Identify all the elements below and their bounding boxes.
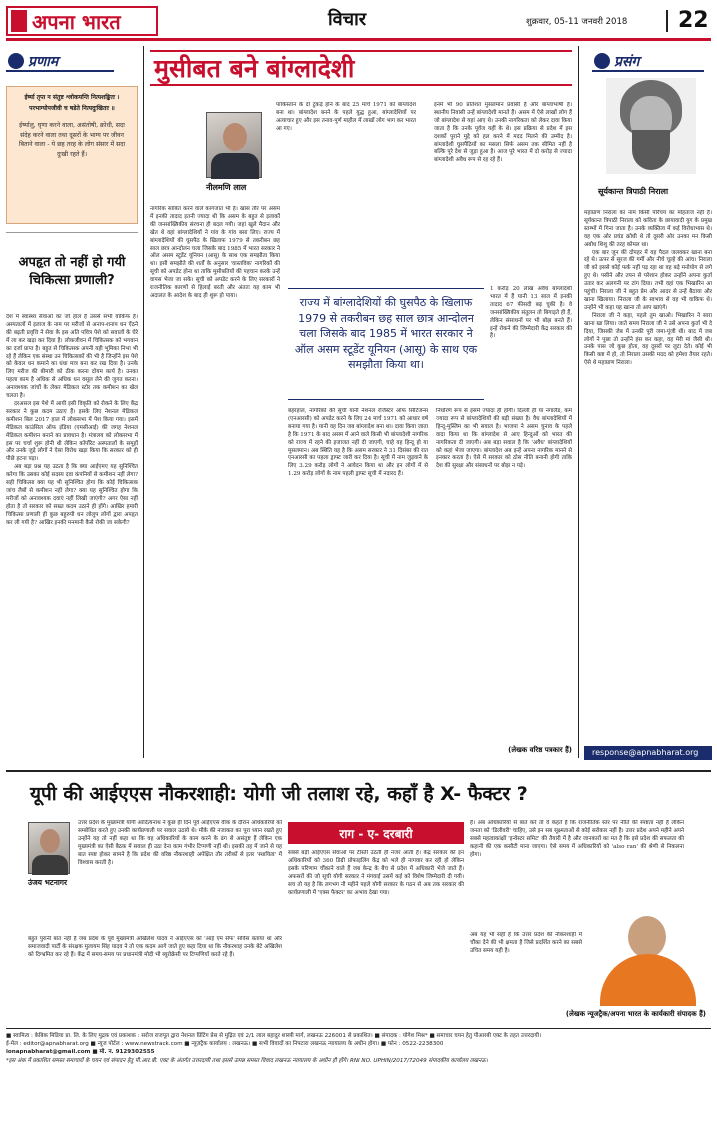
pranam-tag-label: प्रणाम (28, 54, 59, 70)
pull-quote-text: राज्य में बांग्लादेशियों की घुसपैठ के खिलाफ 1979 से तकरीबन छह साल छात्र आन्दोलन चला जिसके बाद 1985 में भारत सरकार ने ऑल असम स्टूडेंट यूनियन (आसू) के साथ एक समझौता किया था। (294, 296, 478, 371)
column-banner (288, 822, 464, 844)
author-photo-suit (211, 153, 259, 179)
quote-meaning: ईर्ष्यालु, घृणा करने वाला, असंतोषी, क्रोधी, सदा संदेह करने वाला तथा दूसरों के भाग्य पर जीवन बिताने वाला - ये छह तरह के लोग संसार में सदा दुःखी रहते हैं। (18, 122, 126, 158)
main-col-4 (288, 408, 428, 742)
lower-author-face (40, 829, 60, 853)
yogi-cutout (592, 916, 704, 1006)
pranam-headline: अपहृत तो नहीं हो गयी चिकित्सा प्रणाली? (18, 255, 126, 288)
lower-author-suit (32, 855, 68, 875)
lower-article (6, 778, 711, 1024)
pranam-section (6, 50, 138, 762)
response-email-bar[interactable] (584, 746, 712, 760)
author-photo-face (223, 123, 247, 151)
nirala-portrait (606, 78, 696, 174)
lower-headline: यूपी की आईएएस नौकरशाही: योगी जी तलाश रहे, कहाँ है X- फैक्टर ? (30, 783, 528, 805)
quote-sanskrit-1: ईर्ष्या तृप्त न संतुष्ट श्लोकयन्ति नित्यशङ्कितः । (24, 94, 120, 101)
lower-author-photo (28, 822, 70, 874)
nirala-portrait-beard (632, 130, 670, 170)
prasang-tag (592, 50, 704, 72)
prasang-body (584, 210, 712, 744)
author-name: नीलमणि लाल (206, 183, 247, 192)
column-divider-right (578, 46, 579, 758)
imprint-line-2: ई-मेल : editor@apnabharat.org ■ न्यूज पोर्टल : www.newstrack.com ■ न्यूज़ट्रैक कार्यालय : लखनऊ। ■ सभी विवादों का निपटारा लखनऊ न्यायालय के अधीन होगा। ■ फोन : 0522-2238300 (6, 1041, 444, 1048)
lower-col-1-text: उत्तर प्रदेश के मुख्यमंत्री योगी आदित्यनाथ ने कुछ ही दिन पूर्व आईएएस वीक के दौरान अधिकारियों को सम्बोधित करते हुए उनकी कार्यप्रणाली पर सवाल उठाये थे। मौके की नजाकत का पूरा ध्यान रखते हुए उन्होंने यह तो नहीं कहा था कि वह अधिकारियों के काम करने के ढंग से असंतुष्ट हैं लेकिन एक मुख्यमंत्री का ऐसी बैठक में सवाल ही उठा देना काम गंभीर टिप्पणी नहीं थी। इसकी तह में जाने से यह बात स्पष्ट होकर सामने है कि प्रदेश की वरिष्ठ नौकरशाही अपेक्षित तौर तरीकों से इतर 'स्थायित्व' में विश्वास करती है। (78, 820, 282, 866)
main-col-5-text: निर्धारण रूप से इसमें ज्यादा ही होगी। दिल्ली ही या नगालैंड, कम ज्यादा रूप से बांग्लादेशियों की बड़ी संख्या है। वैध बांग्लादेशियों में हिन्दू-मुस्लिम का भी सवाल है। भाजपा ने असम चुनाव के पहले वादा किया था कि बांग्लादेश से आए हिन्दुओं को भारत की नागरिकता दी जाएगी। अब बड़ा सवाल है कि 'अवैध' बांग्लादेशियों को कहां भेजा जाएगा। बांग्लादेश अब इन्हें अपना नागरिक मानने से इनकार करता है। ऐसे में सरकार को ठोस नीति बनानी होगी ताकि देश की सुरक्षा और संसाधनों पर बोझ न पड़े। (436, 408, 572, 470)
lower-col-2-text: बहुत पुरानी बात नहीं है जब प्रदेश के पूर्व मुख्यमंत्री अखिलेश यादव ने आईएएस को 'आई एम सेफ' सर्विस बताया था और समाजवादी पार्टी के संरक्षक मुलायम सिंह यादव ने तो एक कदम आगे जाते हुए कहा दिया था कि नौकरशाह उनके बेटे अखिलेश को दिग्भ्रमित कर रहे हैं। केंद्र में समय-समय पर प्रधानमंत्री मोदी भी ब्यूरोक्रेसी पर टिप्पणियाँ करते रहे हैं। (28, 936, 282, 958)
prasang-paragraph-3: निराला जी ने कहा, पहले तुम खाओ। भिखारिन ने सारा खाना खा लिया। जाते समय निराला जी ने उसे अपना कुर्ता भी दे दिया, जिसकी जेब में उनकी पूरी जमा-पूंजी थी। बाद में जब लोगों ने पूछा तो उन्होंने हंस कर कहा, वह मेरी मां जैसी थी। उनके पास जो कुछ होता, वह दूसरों पर लुटा देते। कोई भी किसी कष्ट में हो, तो निराला उसकी मदद को हमेशा तैयार रहते। ऐसे थे महाप्राण निराला। (584, 312, 712, 367)
quote-sanskrit-2: परभाग्योपजीवी च षडेते नित्यदुःखिताः ॥ (29, 105, 115, 112)
brand-box (6, 6, 158, 36)
prasang-section (584, 50, 712, 762)
issue-date: शुक्रवार, 05-11 जनवरी 2018 (526, 17, 628, 27)
masthead-divider (666, 10, 668, 32)
lower-divider (6, 770, 711, 772)
prasang-tag-icon (594, 53, 610, 69)
main-col-3-text: 1 करोड़ 20 लाख अवैध बांग्लादेशी भारत में हैं यानी 13 साल में इनकी तादाद 67 फीसदी बढ़ चुकी है। वे जनसांख्यिकीय संतुलन तो बिगाड़ते ही हैं, लेकिन संसाधनों पर भी बोझ बनते हैं। इन्हें रोकने की जिम्मेदारी केंद्र सरकार की है। (490, 286, 572, 340)
lower-author-name: उंजय भटनागर (28, 878, 68, 887)
pranam-body (6, 314, 138, 762)
lower-col-4 (470, 820, 684, 928)
lower-col-5 (470, 932, 582, 1004)
lower-col-2 (28, 936, 282, 1018)
masthead (6, 6, 711, 38)
prasang-tag-label: प्रसंग (614, 54, 640, 70)
main-col-3 (490, 286, 572, 396)
nirala-caption: सूर्यकान्त त्रिपाठी निराला (598, 187, 669, 196)
main-headline-box (150, 50, 572, 86)
imprint-line-1: ■ स्वामित्व : केबिक मिडिया प्रा. लि. के लिए मुद्रक एवं प्रकाशक : सरोज राजपूत द्वारा नेशनल प्रिंटिंग प्रेस से मुद्रित एवं 2/1 लाल बहादुर शास्त्री मार्ग, लखनऊ 226001 से प्रकाशित। ■ संपादक : योगेश मिश्र* ■ समाचार चयन हेतु पीआरबी एक्ट के तहत उत्तरदायी। (6, 1033, 542, 1039)
response-email: response@apnabharat.org (592, 748, 699, 757)
lower-col-3-text: सबसे बड़ी आईएएस सेवाओं पर टीस्ती उठती ही नजर आती है। केंद्र सरकार की इन अधिकारियों को 360 डिग्री प्रोफाइलिंग केंद्र को भले ही नागवार कर रही हो लेकिन इसके परिणाम चौंकाने वाले हैं जब केन्द्र के बैच से प्रदेश में अधिकारी भेजे जाते हैं। अफसरों की जो सूची योगी सरकार ने मंगवाई उसमें कई को विशेष जिम्मेदारी दी गयी। सच तो यह है कि लगभग नौ महीने पहले योगी सरकार के गठन से अब तक सरकार की कार्यप्रणाली में 'एक्स फैक्टर' का अभाव देखा गया। (288, 850, 464, 896)
brand-title: अपना भारत (32, 10, 121, 34)
imprint (6, 1032, 711, 1124)
column-banner-title: राग - ए- दरबारी (339, 827, 413, 841)
imprint-rule (6, 1028, 711, 1029)
main-headline: मुसीबत बने बांग्लादेशी (154, 54, 355, 83)
yogi-cutout-robe (600, 954, 696, 1006)
section-title: विचार (328, 9, 367, 30)
lower-col-5-text: अब यह भी सही है कि उत्तर प्रदेश की नौकरशाही में चौंका देने की भी क्षमता है जिसे प्रदर्शित करने का सबसे उचित समय यही है। (470, 932, 582, 954)
yogi-cutout-head (628, 916, 666, 958)
pranam-paragraph-3: अब बड़ा प्रश्न यह उठता है कि क्या आईएमए यह सुनिश्चित करेगा कि उसका कोई सदस्य दवा कंपनियों से कमीशन नहीं लेगा? सही चिकित्सा क्या यह भी सुनिश्चित होगा कि कोई चिकित्सक जांच लैबों से कमीशन नहीं लेगा? क्या यह सुनिश्चित होगा कि मरीजों को अनावश्यक दवाएं नहीं लिखी जाएंगी? अगर ऐसा नहीं होता है तो सरकार को सख्त कदम उठाने ही होंगे। आखिर हमारी चिकित्सा प्रणाली ही कुछ बहुरुपी धन लोलुप लोगों द्वारा अपहृत कर ली गयी है? आखिर इनकी मनमानी कैसे रोकी जा सकेगी? (6, 464, 138, 526)
brand-logo-mark (11, 10, 27, 32)
lower-col-1 (78, 820, 282, 932)
pranam-paragraph-1: देश में स्वास्थ्य सेवाओं का जो हाल है उससे सभी वाकिफ हैं। अस्पतालों में इलाज के नाम पर मरीजों से अनाप-शनाप धन ऐंठने की बढ़ती प्रवृत्ति ने सेवा के इस अति पवित्र पेशे को सवालों के घेरे में ला कर खड़ा कर दिया है। लोकजीवन में चिकित्सक को भगवान का दर्जा प्राप्त है। बहुत से चिकित्सक अपनी यही भूमिका निभा भी रहे हैं लेकिन एक संस्था उन चिकित्सकों की भी है जिन्होंने इस पेशे को केवल धन कमाने का धंधा मात्र बना कर रख दिया है। उनके लिए मरीज की बीमारी को ठीक करना दोयम कार्य है। उनका पहला काम है अधिक से अधिक धन वसूल लेने की जुगत करना। अनावश्यक जांचों के लेकर मेडिकल स्टोर तक कमीशन का खेल चलता है। (6, 314, 138, 400)
lower-author-note: (लेखक न्यूजट्रैक/अपना भारत के कार्यकारी संपादक हैं) (565, 1010, 706, 1018)
pull-quote-box (288, 288, 484, 400)
main-col-2 (434, 102, 572, 282)
main-intro (276, 102, 416, 206)
lower-col-3 (288, 850, 464, 1018)
pranam-tag-icon (8, 53, 24, 69)
masthead-rule (6, 38, 711, 41)
author-photo (206, 112, 262, 178)
main-col-2-text: इनमें भी 90 प्रतिशत मुसलमान प्रवासी हैं और बांग्लाभाषी हैं। स्थानीय निवासी उन्हें बांग्लादेशी मानते हैं। असम में ऐसे लाखों लोग हैं जो बांग्लादेश से यहां आए थे। उनकी नागरिकता को लेकर दावा किया जाता है कि उनके पूर्वज यहीं के थे। इस प्रक्रिया से प्रदेश में इस दशकों पुराने मुद्दे को हल करने में मदद मिलने की उम्मीद है। बांग्लादेशी घुसपैठियों का मसला सिर्फ असम तक सीमित नहीं है बल्कि पूरे देश से जुड़ा हुआ है। आज पूरे भारत में दो करोड़ से ज्यादा बांग्लादेशी अवैध रूप से रह रहे हैं। (434, 102, 572, 164)
main-col-4-text: बहरहाल, नागरिकों की सूची यानी नेशनल रजिस्टर ऑफ सिटिजन्स (एनआरसी) को अपडेट करने के लिए 24 मार्च 1971 को आधार वर्ष बनाया गया है। यानी वह दिन जब बांग्लादेश बना था। दावा किया जाता है कि 1971 के बाद असम में आने वाले किसी भी बांग्लादेशी नागरिक को राज्य में रहने की इजाजत नहीं दी जाएगी, चाहे वह हिन्दू हो या मुसलमान। अब स्थिति यह है कि असम सरकार ने 31 दिसंबर की रात एनआरसी का पहला ड्राफ्ट जारी कर दिया है। सूची में नाम जुड़वाने के लिए 3.29 करोड़ लोगों ने आवेदन किया था और इन लोगों में से 1.29 करोड़ लोगों के नाम पहली ड्राफ्ट सूची में नदारद हैं। (288, 408, 428, 478)
lower-col-4-text: है। अब अधिकारियों से बात करें तो वे कहते हैं कि राजनीतिक स्तर पर नीति की स्पष्टता नहीं है लेकिन जनता को 'डिलीवरी' चाहिए, उसे इन सब सूक्ष्मताओं से कोई सरोकार नहीं है। उत्तर प्रदेश अपने महीने अपने सबसे महत्वाकांक्षी 'इन्वेस्टर समिट' की तैयारी में है और जानकारों का मत है कि इसे प्रदेश की सफलता की कहानी की एक कसौटी माना जाएगा। ऐसे समय में अधिकारियों को 'also ran' की श्रेणी से निकलना होगा। (470, 820, 684, 858)
pranam-paragraph-2: दरअसल इस पेशे में आयी इसी विकृति को रोकने के लिए केंद्र सरकार ने कुछ कदम उठाए हैं। इसके लिए नेशनल मेडिकल कमीशन बिल 2017 हाल में लोकसभा में पेश किया गया। इसमें मेडिकल काउंसिल ऑफ इंडिया (एमसीआई) की जगह नेशनल मेडिकल कमीशन बनाने का प्रावधान है। मंत्रालय को लोकसभा में इस पर चर्चा शुरू होनी थी लेकिन कॉर्पोरेट अस्पतालों के समूहों और उनके जुड़े लोगों ने ऐसा विरोध खड़ा किया कि सरकार को ही पीछे हटना पड़ा। (6, 400, 138, 463)
quote-box (6, 86, 138, 224)
main-intro-text: पाकिस्तान के दो टुकड़े होने के बाद 25 मार्च 1971 को बांग्लादेश बना था। बांग्लादेश बनने के पहले युद्ध हुआ, बांग्लादेशियों पर अत्याचार हुए और इस तनाव-पूर्ण माहौल में लाखों लोग भाग कर भारत आ गए। (276, 102, 416, 132)
pranam-divider (6, 232, 138, 233)
main-author-note: (लेखक वरिष्ठ पत्रकार हैं) (508, 746, 572, 754)
main-col-5 (436, 408, 572, 742)
prasang-paragraph-1: महाप्राण निराला का नाम किसी परिचय का मोहताज नहीं है। सूर्यकान्त त्रिपाठी निराला को कविता के छायावादी युग के प्रमुख स्तम्भों में गिना जाता है। उनके व्यक्तित्व में कई विरोधाभास थे। वह एक ओर प्रचंड क्रोधी थे तो दूसरी ओर उनका मन किसी अबोध शिशु की तरह कोमल था। (584, 210, 712, 248)
main-col-1 (150, 206, 280, 746)
column-divider-left (143, 46, 144, 758)
pranam-tag (6, 50, 114, 72)
main-col-1-text: नागरिक साबित करने वाले कागजात भी हैं। खास तौर पर असम में इनकी तादाद इतनी ज्यादा थी कि असम के बहुत से इलाकों की जनसांख्यिकीय संरचना ही बदल गयी। जहां खुले मैदान और खेत थे वहां बांग्लादेशियों ने गांव के गांव बसा लिए। राज्य में बांग्लादेशियों की घुसपैठ के खिलाफ 1979 से तकरीबन छह साल छात्र आन्दोलन चला जिसके बाद 1985 में भारत सरकार ने ऑल असम स्टूडेंट यूनियन (आसू) के साथ एक समझौता किया था। इसी समझौते की शर्तों के अनुसार 'वास्तविक' नागरिकों की सूची को अपडेट होना था ताकि मुसीबतियों की पहचान करके उन्हें वापस भेजा जा सके। सूची को अपडेट करने के लिए सरकारों ने राजनीतिक कारणों से हिलाई बरती और अंततः यह काम भी अदालत के आदेश के बाद ही शुरू हो पाया। (150, 206, 280, 299)
imprint-line-4: *इस अंक में प्रकाशित समस्त समाचारों के चयन एवं संपादन हेतु पी.आर.बी. एक्ट के अंतर्गत उत्तरदायी तथा इससे उत्पन्न समस्त विवाद लखनऊ न्यायालय के अधीन ही होंगे। RNI NO. UPHIN/2017/72049 संपादकीय कार्यालय लखनऊ। (6, 1057, 488, 1064)
page-number: 22 (678, 8, 709, 33)
prasang-paragraph-2: एक बार जून की दोपहर में वह पैदल जलवकर खाना बना रहे थे। ऊपर से सूरज की गर्मी और नीचे चूल्हे की आंच। निराला जी को इससे कोई फर्क नहीं पड़ रहा था वह बड़े मनोयोग से लगे हुए थे। पसीने और तपन से परेशान होकर उन्होंने अपना कुर्ता उतार कर अलगनी पर टांग दिया। तभी वहां एक भिखारिन आ पहुंची। निराला जी ने बहुत प्रेम और आदर से उन्हें बैठाया और खाना खिलाया। निराला जी के स्वभाव से वह भी वाकिफ थे। उन्होंने भी कहा यह खाना तो आप खाएंगे। (584, 249, 712, 311)
imprint-line-3: ionapnabharat@gmail.com ■ मो. न. 9129302555 (6, 1049, 155, 1056)
main-article (150, 46, 572, 768)
